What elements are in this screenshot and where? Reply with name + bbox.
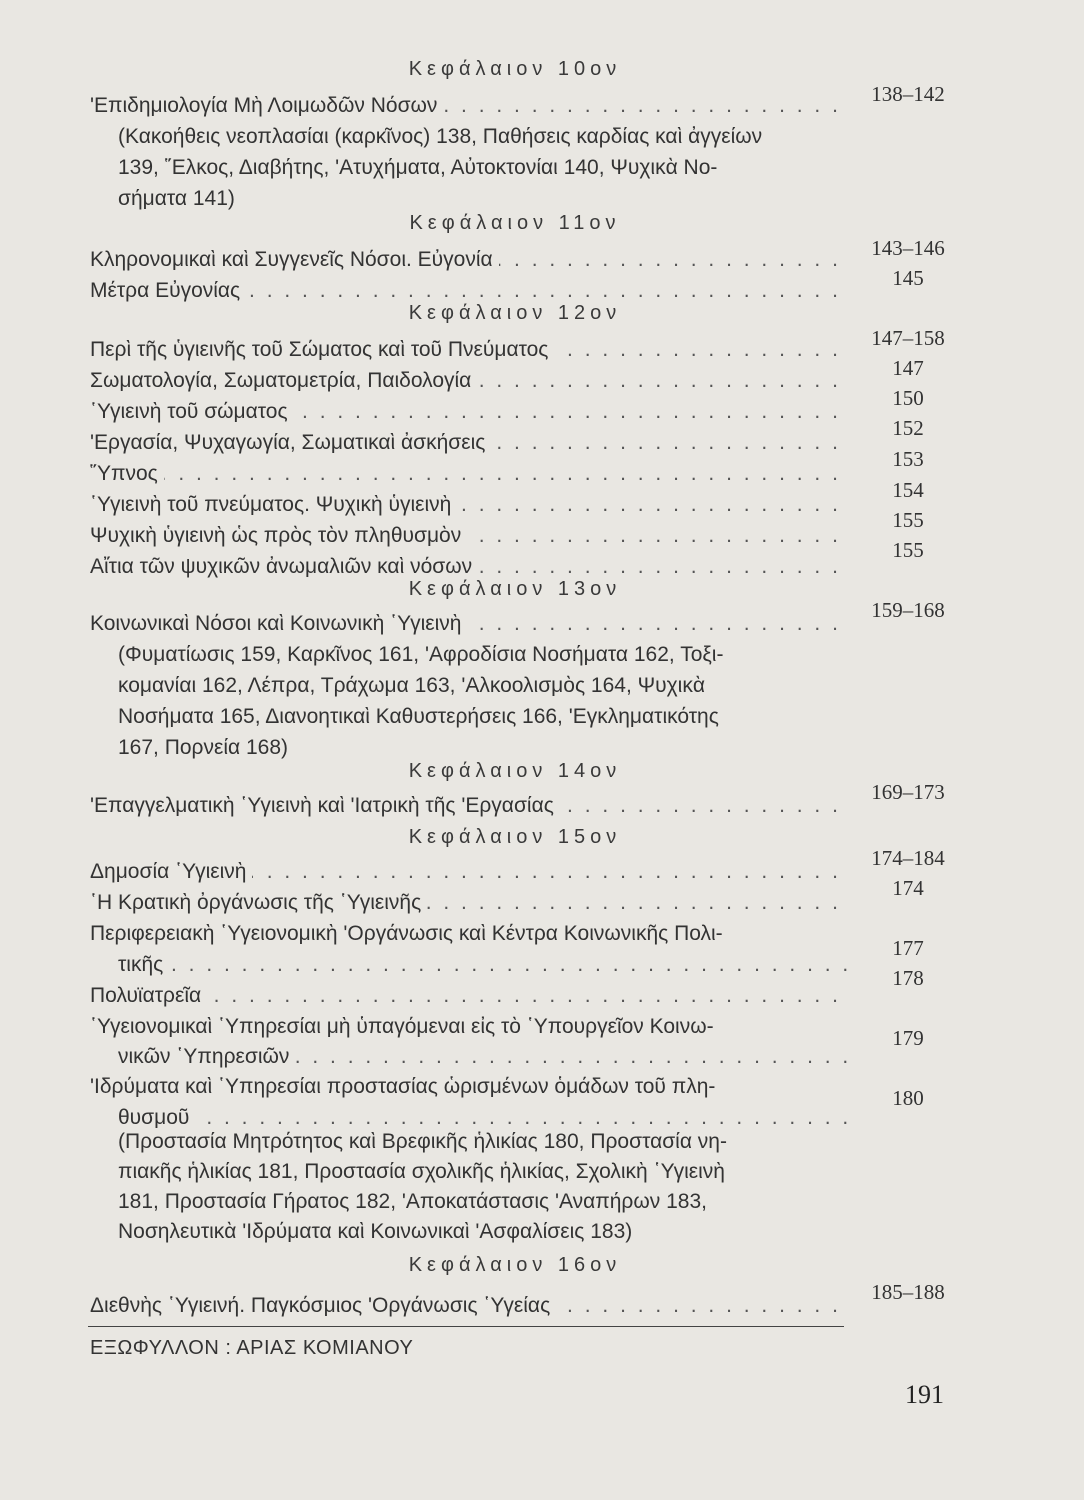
toc-entry bbox=[90, 792, 845, 820]
toc-subentry: (Προστασία Μητρότητος καὶ Βρεφικῆς ἡλικίας 180, Προστασία νη- bbox=[118, 1130, 727, 1153]
toc-entry-title: ῾Υγιεινὴ τοῦ πνεύματος. Ψυχικὴ ὑγιεινὴ bbox=[90, 493, 457, 516]
toc-page-range: 185–188 bbox=[871, 1280, 945, 1304]
toc-entry bbox=[90, 367, 845, 395]
toc-entry bbox=[90, 277, 845, 305]
toc-entry bbox=[90, 1292, 845, 1320]
toc-entry-title: Περὶ τῆς ὑγιεινῆς τοῦ Σώματος καὶ τοῦ Πνεύματος bbox=[90, 338, 554, 361]
toc-page-range: 159–168 bbox=[871, 598, 945, 622]
chapter-heading: Κεφάλαιον 11ον bbox=[409, 212, 621, 234]
toc-page-range: 138–142 bbox=[871, 82, 945, 106]
cover-credit: ΕΞΩΦΥΛΛΟΝ : ΑΡΙΑΣ ΚΟΜΙΑΝΟΥ bbox=[90, 1337, 414, 1359]
toc-entry bbox=[90, 982, 845, 1010]
toc-page-range: 147 bbox=[892, 356, 924, 380]
toc-entry-title: 'Εργασία, Ψυχαγωγία, Σωματικαὶ ἀσκήσεις bbox=[90, 431, 491, 454]
toc-entry bbox=[90, 460, 845, 488]
toc-entry-title: Κοινωνικαὶ Νόσοι καὶ Κοινωνικὴ ῾Υγιεινὴ bbox=[90, 612, 467, 635]
toc-page-range: 143–146 bbox=[871, 236, 945, 260]
toc-subentry: σήματα 141) bbox=[118, 187, 235, 210]
toc-entry-title: Ψυχικὴ ὑγιεινὴ ὡς πρὸς τὸν πληθυσμὸν bbox=[90, 524, 467, 547]
toc-page-range: 150 bbox=[892, 386, 924, 410]
toc-subentry: 181, Προστασία Γήρατος 182, 'Αποκατάστασις 'Αναπήρων 183, bbox=[118, 1190, 707, 1213]
toc-entry-title: Κληρονομικαὶ καὶ Συγγενεῖς Νόσοι. Εὐγονία bbox=[90, 248, 499, 271]
toc-entry-title: Δημοσία ῾Υγιεινὴ bbox=[90, 860, 252, 883]
toc-entry-title: Σωματολογία, Σωματομετρία, Παιδολογία bbox=[90, 369, 477, 392]
divider bbox=[88, 1326, 844, 1327]
toc-entry-line1: ῾Υγειονομικαὶ ῾Υπηρεσίαι μὴ ὑπαγόμεναι εἰς τὸ ῾Υπουργεῖον Κοινω- bbox=[90, 1015, 714, 1038]
toc-entry-title: ῞Υπνος bbox=[90, 462, 164, 485]
toc-entry bbox=[90, 522, 845, 550]
toc-page-range: 180 bbox=[892, 1086, 924, 1110]
toc-page-range: 169–173 bbox=[871, 780, 945, 804]
toc-subentry: 167, Πορνεία 168) bbox=[118, 736, 289, 759]
toc-page-range: 153 bbox=[892, 447, 924, 471]
toc-entry-line2 bbox=[118, 951, 848, 979]
toc-subentry: (Φυματίωσις 159, Καρκῖνος 161, 'Αφροδίσια Νοσήματα 162, Τοξι- bbox=[118, 643, 724, 666]
toc-entry bbox=[90, 491, 845, 519]
toc-subentry: (Κακοήθεις νεοπλασίαι (καρκῖνος) 138, Παθήσεις καρδίας καὶ ἀγγείων bbox=[118, 125, 763, 148]
toc-entry bbox=[90, 92, 845, 120]
chapter-heading: Κεφάλαιον 12ον bbox=[408, 302, 622, 324]
toc-entry-title: θυσμοῦ bbox=[118, 1106, 195, 1129]
toc-entry-line2 bbox=[118, 1043, 848, 1071]
toc-entry-line1: Περιφερειακὴ ῾Υγειονομικὴ 'Οργάνωσις καὶ Κέντρα Κοινωνικῆς Πολι- bbox=[90, 922, 723, 945]
toc-page-range: 174–184 bbox=[871, 846, 945, 870]
toc-entry bbox=[90, 858, 845, 886]
toc-page-range: 154 bbox=[892, 478, 924, 502]
toc-entry-title: 'Επιδημιολογία Μὴ Λοιμωδῶν Νόσων bbox=[90, 94, 443, 117]
toc-entry bbox=[90, 553, 845, 581]
toc-entry-title: Αἴτια τῶν ψυχικῶν ἀνωμαλιῶν καὶ νόσων bbox=[90, 555, 478, 578]
toc-subentry: 139, ῞Ελκος, Διαβήτης, 'Ατυχήματα, Αὐτοκτονίαι 140, Ψυχικὰ Νο- bbox=[118, 156, 718, 179]
chapter-heading: Κεφάλαιον 16ον bbox=[408, 1254, 622, 1276]
chapter-heading: Κεφάλαιον 13ον bbox=[408, 578, 622, 600]
toc-entry-title: νικῶν ῾Υπηρεσιῶν bbox=[118, 1045, 295, 1068]
toc-page-range: 179 bbox=[892, 1026, 924, 1050]
toc-entry bbox=[90, 610, 845, 638]
chapter-heading: Κεφάλαιον 14ον bbox=[408, 760, 622, 782]
chapter-heading: Κεφάλαιον 10ον bbox=[408, 58, 622, 80]
toc-entry-title: ῾Υγιεινὴ τοῦ σώματος bbox=[90, 400, 294, 423]
toc-entry bbox=[90, 889, 845, 917]
toc-entry bbox=[90, 246, 845, 274]
toc-entry bbox=[90, 398, 845, 426]
toc-page-range: 155 bbox=[892, 508, 924, 532]
toc-subentry: κομανίαι 162, Λέπρα, Τράχωμα 163, 'Αλκοολισμὸς 164, Ψυχικὰ bbox=[118, 674, 705, 697]
toc-page-range: 147–158 bbox=[871, 326, 945, 350]
toc-entry-title: τικῆς bbox=[118, 953, 169, 976]
toc-entry-title: Διεθνὴς ῾Υγιεινή. Παγκόσμιος 'Οργάνωσις ῾Υγείας bbox=[90, 1294, 556, 1317]
toc-subentry: Νοσήματα 165, Διανοητικαὶ Καθυστερήσεις 166, 'Εγκληματικότης bbox=[118, 705, 719, 728]
toc-entry-line1: 'Ιδρύματα καὶ ῾Υπηρεσίαι προστασίας ὡρισμένων ὁμάδων τοῦ πλη- bbox=[90, 1075, 716, 1098]
toc-page-range: 177 bbox=[892, 936, 924, 960]
toc-page-range: 174 bbox=[892, 876, 924, 900]
chapter-heading: Κεφάλαιον 15ον bbox=[408, 826, 622, 848]
toc-entry-title: 'Επαγγελματικὴ ῾Υγιεινὴ καὶ 'Ιατρικὴ τῆς 'Εργασίας bbox=[90, 794, 560, 817]
toc-page-range: 145 bbox=[892, 266, 924, 290]
toc-subentry: Νοσηλευτικὰ 'Ιδρύματα καὶ Κοινωνικαὶ 'Ασφαλίσεις 183) bbox=[118, 1220, 633, 1243]
toc-entry-title: ῾Η Κρατικὴ ὀργάνωσις τῆς ῾Υγιεινῆς bbox=[90, 891, 427, 914]
toc-page-range: 152 bbox=[892, 416, 924, 440]
toc-entry bbox=[90, 429, 845, 457]
page-number: 191 bbox=[905, 1380, 944, 1409]
toc-page-range: 155 bbox=[892, 538, 924, 562]
toc-entry bbox=[90, 336, 845, 364]
toc-page-range: 178 bbox=[892, 966, 924, 990]
toc-entry-title: Πολυϊατρεῖα bbox=[90, 984, 207, 1007]
toc-subentry: πιακῆς ἡλικίας 181, Προστασία σχολικῆς ἡλικίας, Σχολικὴ ῾Υγιεινὴ bbox=[118, 1160, 725, 1183]
toc-entry-title: Μέτρα Εὐγονίας bbox=[90, 279, 246, 302]
